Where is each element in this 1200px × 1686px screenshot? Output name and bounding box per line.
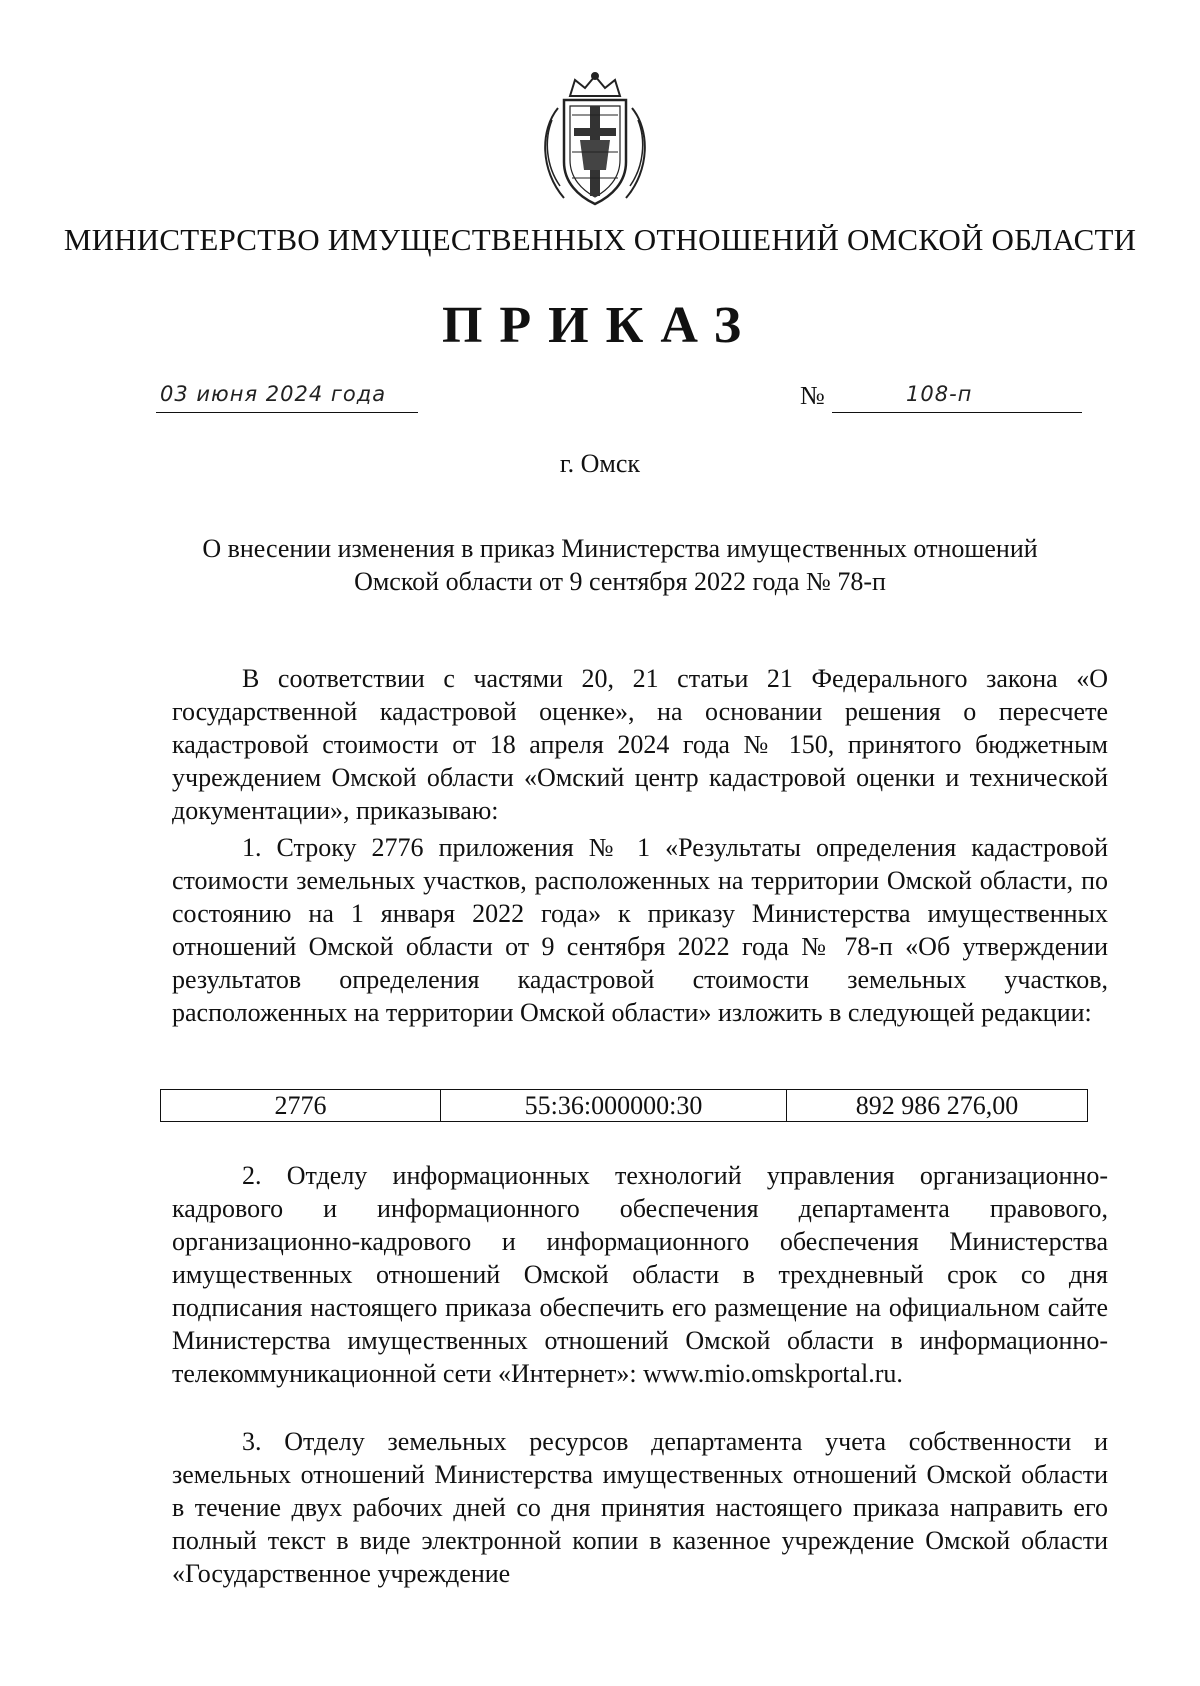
cadastral-value-cell: 892 986 276,00 (787, 1090, 1088, 1122)
item-1-paragraph (172, 831, 1108, 1029)
item-2-text: 2. Отделу информационных технологий управления организационно-кадрового и информационного обеспечения департамента правового, организационно-кадрового и информационного обеспечения Министерства имущественных отношений Омской области в трехдневный срок со дня подписания настоящего приказа обеспечить его размещение на официальном сайте Министерства имущественных отношений Омской области в информационно-телекоммуникационной сети «Интернет»: www.mio.omskportal.ru. (172, 1161, 1108, 1388)
date-field (156, 382, 418, 413)
item-2-paragraph (172, 1159, 1108, 1390)
table-row (161, 1090, 1088, 1122)
handwritten-date: 03 июня 2024 года (160, 382, 387, 406)
preamble-text: В соответствии с частями 20, 21 статьи 21 Федерального закона «О государственной кадастровой оценке», на основании решения о пересчете кадастровой стоимости от 18 апреля 2024 года № 150, принятого бюджетным учреждением Омской области «Омский центр кадастровой оценки и технической документации», приказываю: (172, 664, 1108, 825)
item-3-text: 3. Отделу земельных ресурсов департамента учета собственности и земельных отношений Министерства имущественных отношений Омской области в течение двух рабочих дней со дня принятия настоящего приказа направить его полный текст в виде электронной копии в казенное учреждение Омской области «Государственное учреждение (172, 1427, 1108, 1588)
row-number-cell: 2776 (161, 1090, 441, 1122)
amendment-table (160, 1089, 1088, 1122)
document-type-heading: ПРИКАЗ (441, 297, 759, 354)
item-1-text: 1. Строку 2776 приложения № 1 «Результаты определения кадастровой стоимости земельных участков, расположенных на территории Омской области, по состоянию на 1 января 2022 года» к приказу Министерства имущественных отношений Омской области от 9 сентября 2022 года № 78-п «Об утверждении результатов определения кадастровой стоимости земельных участков, расположенных на территории Омской области» изложить в следующей редакции: (172, 833, 1108, 1027)
subject-line-2: Омской области от 9 сентября 2022 года № 78-п (354, 567, 886, 596)
item-3-paragraph (172, 1425, 1108, 1590)
ministry-title: МИНИСТЕРСТВО ИМУЩЕСТВЕННЫХ ОТНОШЕНИЙ ОМСКОЙ ОБЛАСТИ (63, 222, 1137, 257)
preamble-paragraph (172, 662, 1108, 827)
handwritten-number: 108-п (906, 382, 973, 406)
omsk-coat-of-arms-icon (530, 70, 660, 208)
cadastral-number-cell: 55:36:000000:30 (441, 1090, 787, 1122)
number-label: № (800, 381, 825, 410)
number-field (832, 382, 1082, 413)
order-subject (120, 532, 1120, 598)
city-name: г. Омск (559, 449, 641, 478)
subject-line-1: О внесении изменения в приказ Министерства имущественных отношений (202, 534, 1038, 563)
